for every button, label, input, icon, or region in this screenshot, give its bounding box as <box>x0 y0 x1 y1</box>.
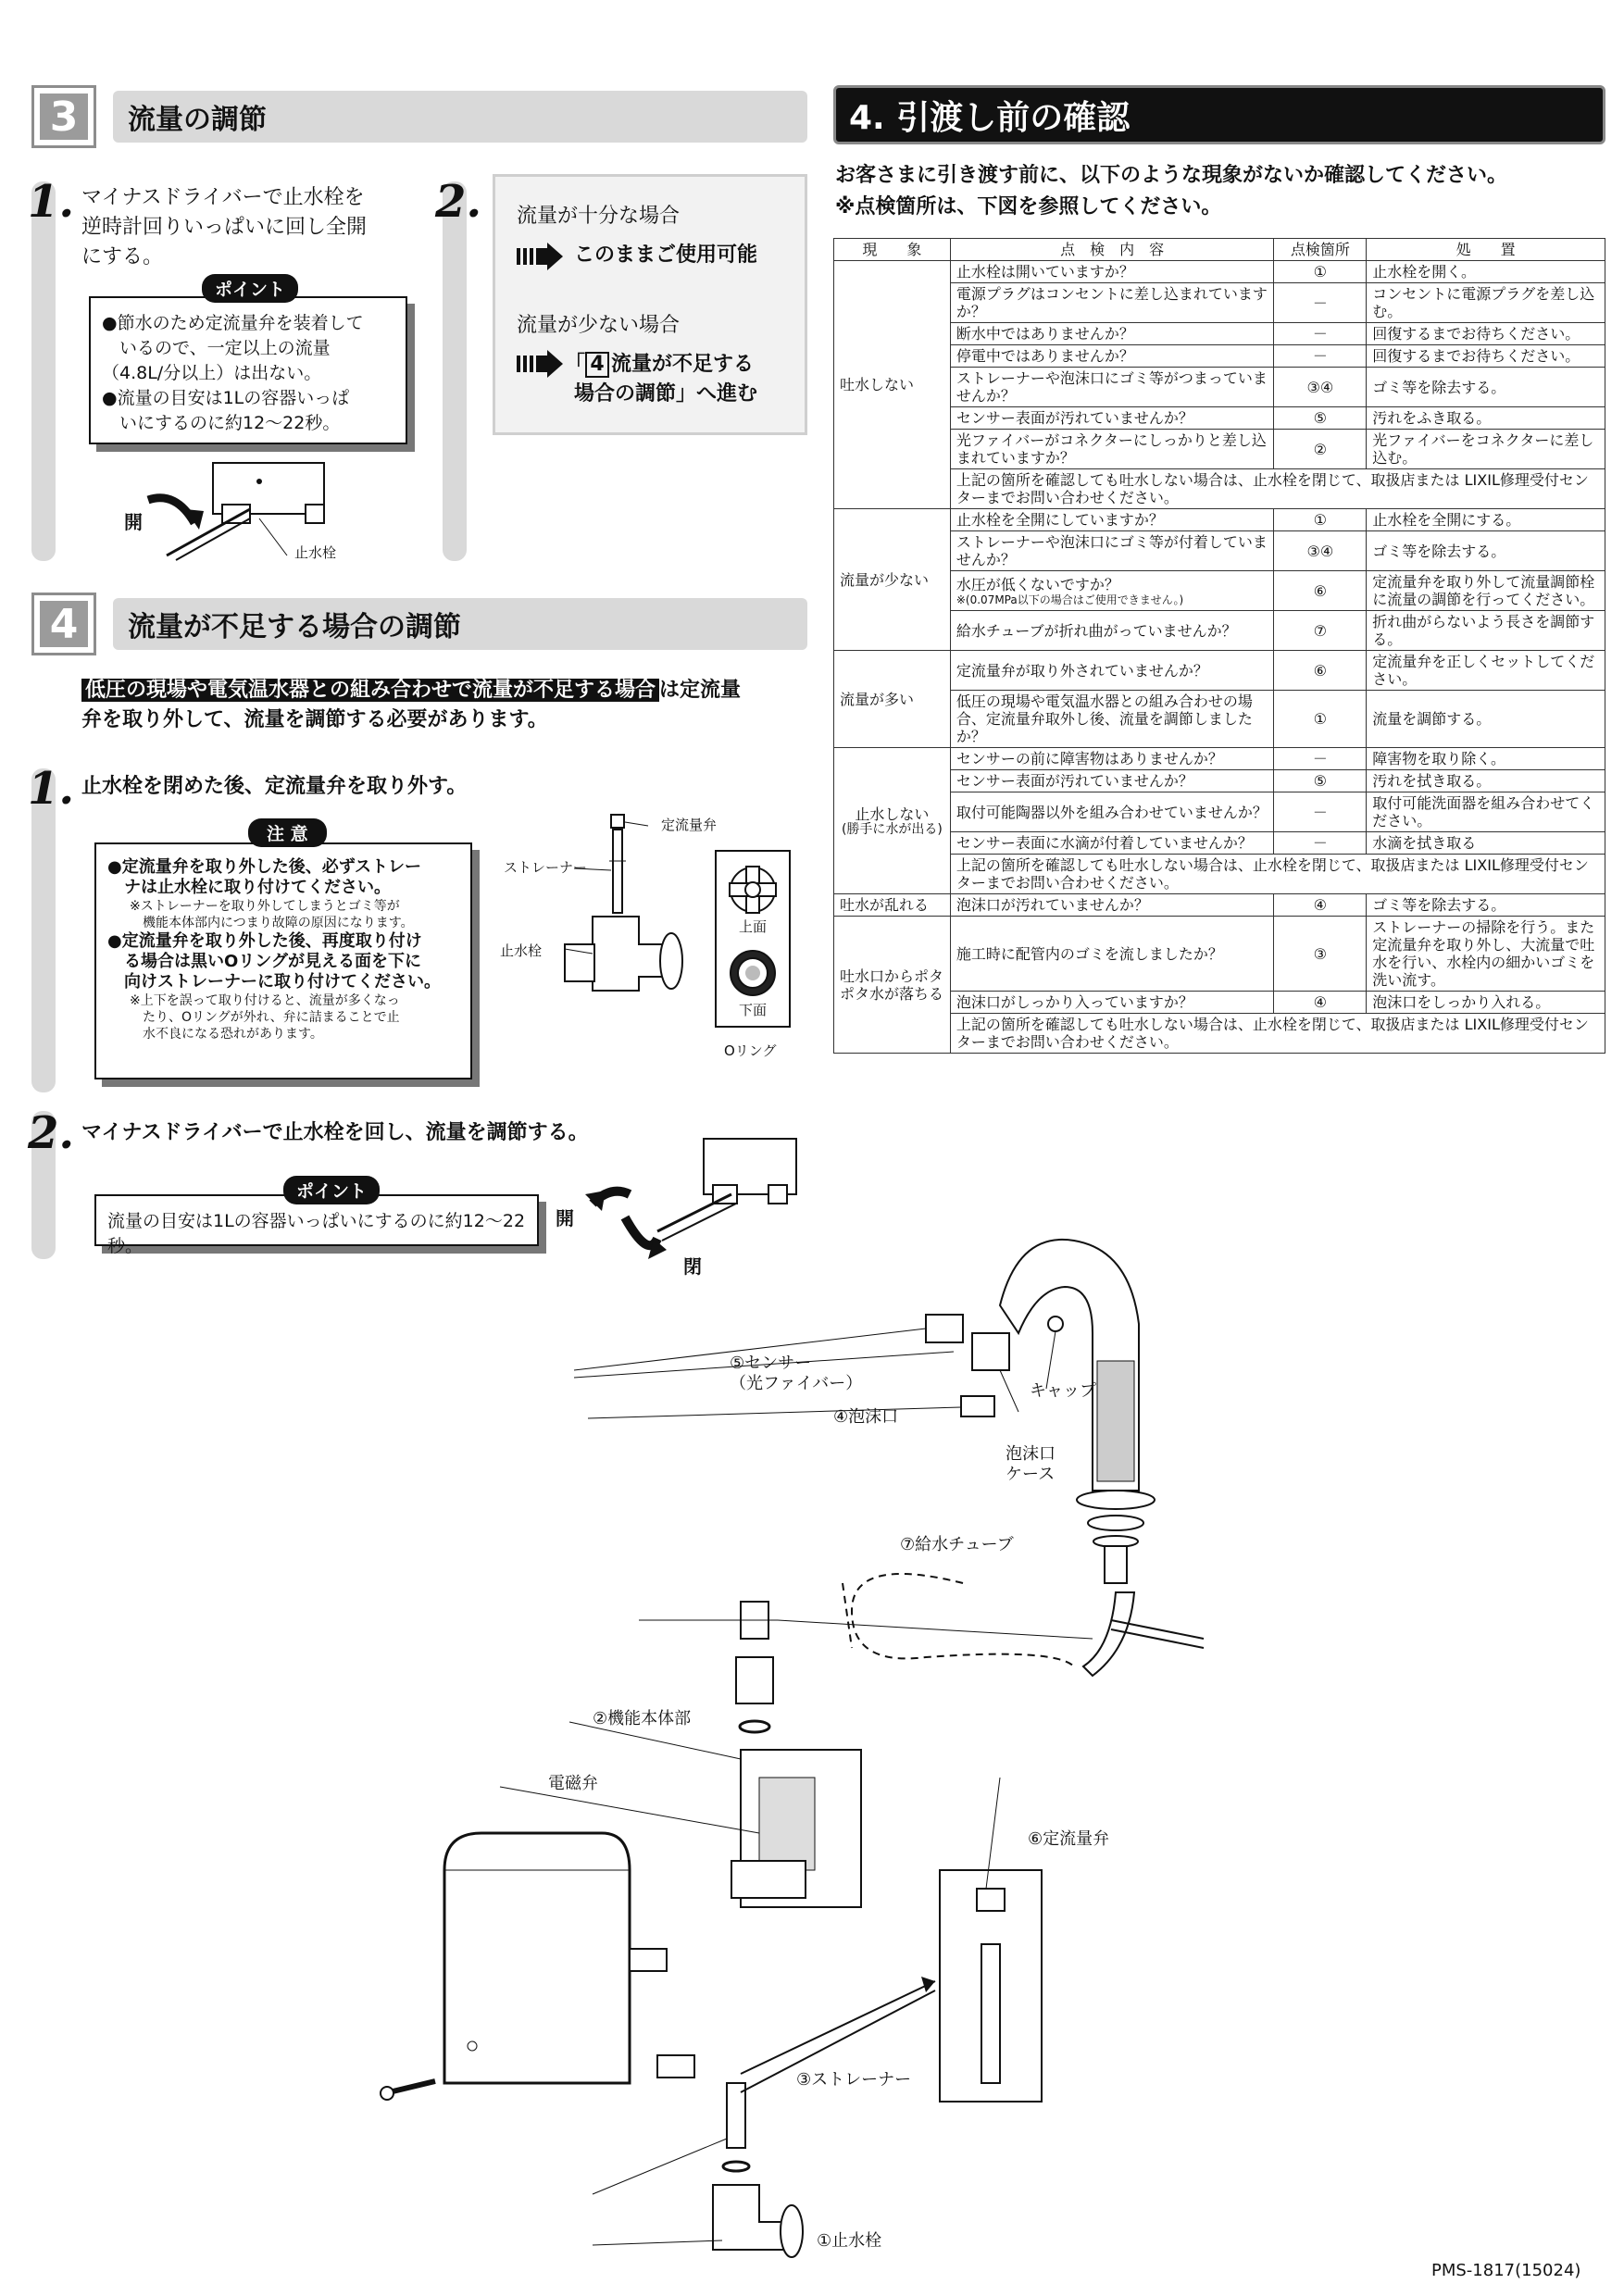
section4-step1-sidebar <box>31 768 56 1092</box>
section3-point-box <box>89 296 407 444</box>
check-text: 水圧が低くないですか？ <box>956 575 1119 593</box>
table-row <box>834 832 1605 855</box>
check-cell: 取付可能陶器以外を組み合わせていませんか？ <box>950 792 1274 832</box>
section4-step1-number: 1. <box>28 763 75 815</box>
check-cell: 低圧の現場や電気温水器との組み合わせの場合、定流量弁取外し後、流量を調節しましたか？ <box>950 691 1274 748</box>
action-cell: 止水栓を全開にする。 <box>1367 509 1605 531</box>
phenomenon-text: 止水しない <box>855 805 930 823</box>
stop-valve-label: 止水栓 <box>294 544 337 561</box>
point-cell: ⑤ <box>1274 770 1367 792</box>
table-row <box>834 770 1605 792</box>
action-cell: 折れ曲がらないよう長さを調節する。 <box>1367 611 1605 651</box>
action-cell: 流量を調節する。 <box>1367 691 1605 748</box>
action-cell: 定流量弁を取り外して流量調節栓に流量の調節を行ってください。 <box>1367 571 1605 611</box>
action-cell: 止水栓を開く。 <box>1367 261 1605 283</box>
point-cell: － <box>1274 345 1367 368</box>
check-cell: 断水中ではありませんか？ <box>950 323 1274 345</box>
action-cell: ゴミ等を除去する。 <box>1367 894 1605 917</box>
handover-title: 4. 引渡し前の確認 <box>849 98 1131 137</box>
section3-point-tag: ポイント <box>202 274 298 303</box>
table-row <box>834 261 1605 283</box>
check-cell: 給水チューブが折れ曲がっていませんか？ <box>950 611 1274 651</box>
section3-step1-text <box>81 183 424 272</box>
point-line: いるので、一定以上の流量 <box>102 338 331 358</box>
table-row <box>834 571 1605 611</box>
valve-bottom-icon <box>726 946 780 1000</box>
stop-valve-label: 止水栓 <box>500 942 543 959</box>
section4-title-text: 流量が不足する場合の調節 <box>128 611 461 643</box>
section3-title <box>113 91 807 143</box>
constant-valve-label: 定流量弁 <box>661 817 718 833</box>
section3-step2-sidebar <box>443 181 467 561</box>
caution-note: 機能本体部内につまり故障の原因になります。 <box>143 916 414 930</box>
check-cell: 施工時に配管内のゴミを流しましたか？ <box>950 917 1274 992</box>
check-cell: 停電中ではありませんか？ <box>950 345 1274 368</box>
point-line: 流量の目安は1Lの容器いっぱいにするのに約12〜22秒。 <box>107 1211 526 1256</box>
point-cell: ④ <box>1274 894 1367 917</box>
aerator-label: ④泡沫口 <box>833 1407 899 1427</box>
caution-line: ●定流量弁を取り外した後、再度取り付け <box>107 931 422 951</box>
oring-label: Oリング <box>724 1042 777 1059</box>
point-cell: ③④ <box>1274 531 1367 571</box>
open-label: 開 <box>556 1207 574 1229</box>
check-cell: 泡沫口が汚れていませんか？ <box>950 894 1274 917</box>
table-row <box>834 855 1605 894</box>
check-cell: 定流量弁が取り外されていませんか？ <box>950 651 1274 691</box>
table-row <box>834 748 1605 770</box>
point-cell: － <box>1274 748 1367 770</box>
table-row <box>834 407 1605 430</box>
arrow-icon <box>517 243 567 270</box>
note-cell: 上記の箇所を確認しても吐水しない場合は、止水栓を閉じて、取扱店または LIXIL修理受付センターまでお問い合わせください。 <box>950 1014 1605 1054</box>
strainer3-label: ③ストレーナー <box>796 2070 912 2090</box>
point-cell: ⑦ <box>1274 611 1367 651</box>
tube-label: ⑦給水チューブ <box>900 1535 1014 1554</box>
phenomenon-cell: 吐水が乱れる <box>834 894 951 917</box>
action-cell: コンセントに電源プラグを差し込む。 <box>1367 283 1605 323</box>
action-cell: 回復するまでお待ちください。 <box>1367 323 1605 345</box>
section4-point-tag: ポイント <box>283 1176 380 1204</box>
solenoid-label: 電磁弁 <box>548 1774 598 1793</box>
table-row <box>834 283 1605 323</box>
check-cell: 泡沫口がしっかり入っていますか？ <box>950 992 1274 1014</box>
case2-ref-title-2: 場合の調節」へ進む <box>574 382 758 406</box>
caution-note: たり、Oリングが外れ、弁に詰まることで止 <box>143 1010 400 1025</box>
action-cell: 光ファイバーをコネクターに差し込む。 <box>1367 430 1605 469</box>
bottom-face-label: 下面 <box>739 1002 768 1018</box>
phenomenon-cell: 吐水しない <box>834 261 951 509</box>
check-table <box>833 238 1605 1054</box>
check-cell: 電源プラグはコンセントに差し込まれていますか？ <box>950 283 1274 323</box>
point-line: いにするのに約12〜22秒。 <box>102 413 341 433</box>
sensor-label-2: （光ファイバー） <box>730 1374 863 1393</box>
section4-intro-highlight: 低圧の現場や電気温水器との組み合わせで流量が不足する場合 <box>81 679 659 702</box>
note-cell: 上記の箇所を確認しても吐水しない場合は、止水栓を閉じて、取扱店または LIXIL修理受付センターまでお問い合わせください。 <box>950 855 1605 894</box>
header-cell: 処 置 <box>1367 239 1605 261</box>
point-line: ●流量の目安は1Lの容器いっぱ <box>102 388 350 408</box>
point-cell: ⑥ <box>1274 571 1367 611</box>
header-cell: 現 象 <box>834 239 951 261</box>
action-cell: 定流量弁を正しくセットしてください。 <box>1367 651 1605 691</box>
section4-title <box>113 598 807 650</box>
arrow-icon <box>517 350 567 378</box>
point-line: ●節水のため定流量弁を装着して <box>102 313 364 333</box>
case2-ref-number: 4 <box>585 352 609 378</box>
header-cell: 点 検 内 容 <box>950 239 1274 261</box>
body-label: ②機能本体部 <box>593 1709 692 1728</box>
point-cell: ① <box>1274 691 1367 748</box>
point-cell: ③ <box>1274 917 1367 992</box>
handover-intro-1: お客さまに引き渡す前に、以下のような現象がないか確認してください。 <box>835 164 1508 187</box>
action-cell: 汚れを拭き取る。 <box>1367 770 1605 792</box>
close-label: 閉 <box>683 1255 702 1278</box>
case2-bracket: 「 <box>565 353 586 376</box>
check-cell: センサーの前に障害物はありませんか？ <box>950 748 1274 770</box>
table-row <box>834 894 1605 917</box>
check-cell: 止水栓は開いていますか？ <box>950 261 1274 283</box>
caution-note: 水不良になる恐れがあります。 <box>143 1027 323 1042</box>
section3-number: 3 <box>40 94 88 140</box>
action-cell: 汚れをふき取る。 <box>1367 407 1605 430</box>
point-cell: － <box>1274 283 1367 323</box>
document-code: PMS-1817(15024) <box>1431 2261 1581 2280</box>
action-cell: 泡沫口をしっかり入れる。 <box>1367 992 1605 1014</box>
section3-step2-number: 2. <box>435 176 482 228</box>
point-cell: ③④ <box>1274 368 1367 407</box>
table-row <box>834 368 1605 407</box>
action-cell: 回復するまでお待ちください。 <box>1367 345 1605 368</box>
handover-title-bar <box>833 85 1605 144</box>
table-row <box>834 611 1605 651</box>
point-cell: ① <box>1274 509 1367 531</box>
check-cell: 止水栓を全開にしていますか？ <box>950 509 1274 531</box>
small-note: ※(0.07MPa以下の場合はご使用できません。) <box>956 593 1184 606</box>
section4-number-box <box>31 593 96 655</box>
case2-result <box>565 350 757 409</box>
point-cell: ⑥ <box>1274 651 1367 691</box>
caution-line: ●定流量弁を取り外した後、必ずストレー <box>107 857 421 877</box>
point-cell: － <box>1274 323 1367 345</box>
check-cell: センサー表面が汚れていませんか？ <box>950 407 1274 430</box>
top-face-label: 上面 <box>739 918 768 935</box>
section4-step2-number: 2. <box>28 1107 75 1159</box>
action-cell: 取付可能洗面器を組み合わせてください。 <box>1367 792 1605 832</box>
check-cell <box>950 571 1274 611</box>
point-cell: ② <box>1274 430 1367 469</box>
table-row <box>834 323 1605 345</box>
table-row <box>834 430 1605 469</box>
action-cell: ゴミ等を除去する。 <box>1367 531 1605 571</box>
caution-line: る場合は黒いOリングが見える面を下に <box>107 952 421 971</box>
action-cell: 水滴を拭き取る <box>1367 832 1605 855</box>
text-line: 逆時計回りいっぱいに回し全開 <box>81 216 368 239</box>
section4-number: 4 <box>40 601 88 647</box>
point-cell: ⑤ <box>1274 407 1367 430</box>
point-cell: ① <box>1274 261 1367 283</box>
caution-note: ※ストレーナーを取り外してしまうとゴミ等が <box>130 899 400 914</box>
check-cell: 光ファイバーがコネクターにしっかりと差し込まれていますか？ <box>950 430 1274 469</box>
aerator-case-label <box>1006 1444 1056 1485</box>
table-row <box>834 992 1605 1014</box>
table-row <box>834 469 1605 509</box>
check-cell: ストレーナーや泡沫口にゴミ等がつまっていませんか？ <box>950 368 1274 407</box>
phenomenon-cell: 流量が少ない <box>834 509 951 651</box>
valve-top-icon <box>726 863 780 917</box>
section4-intro <box>81 676 813 735</box>
section3-title-text: 流量の調節 <box>128 104 267 136</box>
phenomenon-cell: 流量が多い <box>834 651 951 748</box>
section3-number-box <box>31 85 96 148</box>
action-cell: ストレーナーの掃除を行う。また定流量弁を取り外し、大流量で吐水を行い、水栓内の細かいゴミを洗い流す。 <box>1367 917 1605 992</box>
check-cell: センサー表面が汚れていませんか？ <box>950 770 1274 792</box>
caution-line: ナは止水栓に取り付けてください。 <box>107 878 391 897</box>
caution-box <box>94 842 472 1079</box>
table-row <box>834 651 1605 691</box>
phenomenon-cell: 吐水口からポタポタ水が落ちる <box>834 917 951 1054</box>
point-cell: － <box>1274 832 1367 855</box>
aerator-case-label-2: ケース <box>1006 1465 1056 1484</box>
caution-note: ※上下を誤って取り付けると、流量が多くなっ <box>130 993 400 1008</box>
stop1-label: ①止水栓 <box>817 2231 882 2251</box>
text-line: にする。 <box>81 245 164 268</box>
point-cell: － <box>1274 792 1367 832</box>
table-row <box>834 917 1605 992</box>
section4-intro-rest: は定流量 <box>659 679 742 702</box>
caution-tag: 注 意 <box>248 818 327 847</box>
phenomenon-cell <box>834 748 951 894</box>
check-cell: センサー表面に水滴が付着していませんか？ <box>950 832 1274 855</box>
text-line: マイナスドライバーで止水栓を <box>81 186 365 209</box>
point-cell: ④ <box>1274 992 1367 1014</box>
point-line: （4.8L/分以上）は出ない。 <box>102 363 322 383</box>
sensor-label <box>730 1354 862 1394</box>
aerator-case-label-1: 泡沫口 <box>1006 1444 1056 1464</box>
table-row <box>834 531 1605 571</box>
section4-intro-line2: 弁を取り外して、流量を調節する必要があります。 <box>81 708 548 731</box>
cap-label: キャップ <box>1030 1381 1096 1401</box>
note-cell: 上記の箇所を確認しても吐水しない場合は、止水栓を閉じて、取扱店または LIXIL修理受付センターまでお問い合わせください。 <box>950 469 1605 509</box>
case1-title: 流量が十分な場合 <box>517 205 681 228</box>
action-cell: 障害物を取り除く。 <box>1367 748 1605 770</box>
table-row <box>834 691 1605 748</box>
open-label: 開 <box>124 511 143 533</box>
strainer-label: ストレーナー <box>504 859 588 876</box>
phenomenon-sub: (勝手に水が出る) <box>841 822 943 837</box>
case2-title: 流量が少ない場合 <box>517 314 681 337</box>
section4-step2-text: マイナスドライバーで止水栓を回し、流量を調節する。 <box>81 1121 589 1144</box>
caution-line: 向けストレーナーに取り付けてください。 <box>107 972 441 992</box>
case1-result: このままご使用可能 <box>574 243 758 267</box>
table-row <box>834 345 1605 368</box>
header-cell: 点検箇所 <box>1274 239 1367 261</box>
valve6-label: ⑥定流量弁 <box>1028 1829 1110 1849</box>
section3-step1-number: 1. <box>28 176 75 228</box>
table-row <box>834 792 1605 832</box>
table-row <box>834 509 1605 531</box>
action-cell: ゴミ等を除去する。 <box>1367 368 1605 407</box>
table-row <box>834 1014 1605 1054</box>
case2-ref-title: 流量が不足する <box>611 353 755 376</box>
section4-step1-text: 止水栓を閉めた後、定流量弁を取り外す。 <box>81 775 468 798</box>
stop-valve-open-illustration <box>111 454 380 574</box>
handover-intro-2: ※点検箇所は、下図を参照してください。 <box>835 195 1222 218</box>
section3-step1-sidebar <box>31 181 56 561</box>
sensor-label-1: ⑤センサー <box>730 1354 812 1373</box>
table-header-row <box>834 239 1605 261</box>
check-cell: ストレーナーや泡沫口にゴミ等が付着していませんか？ <box>950 531 1274 571</box>
